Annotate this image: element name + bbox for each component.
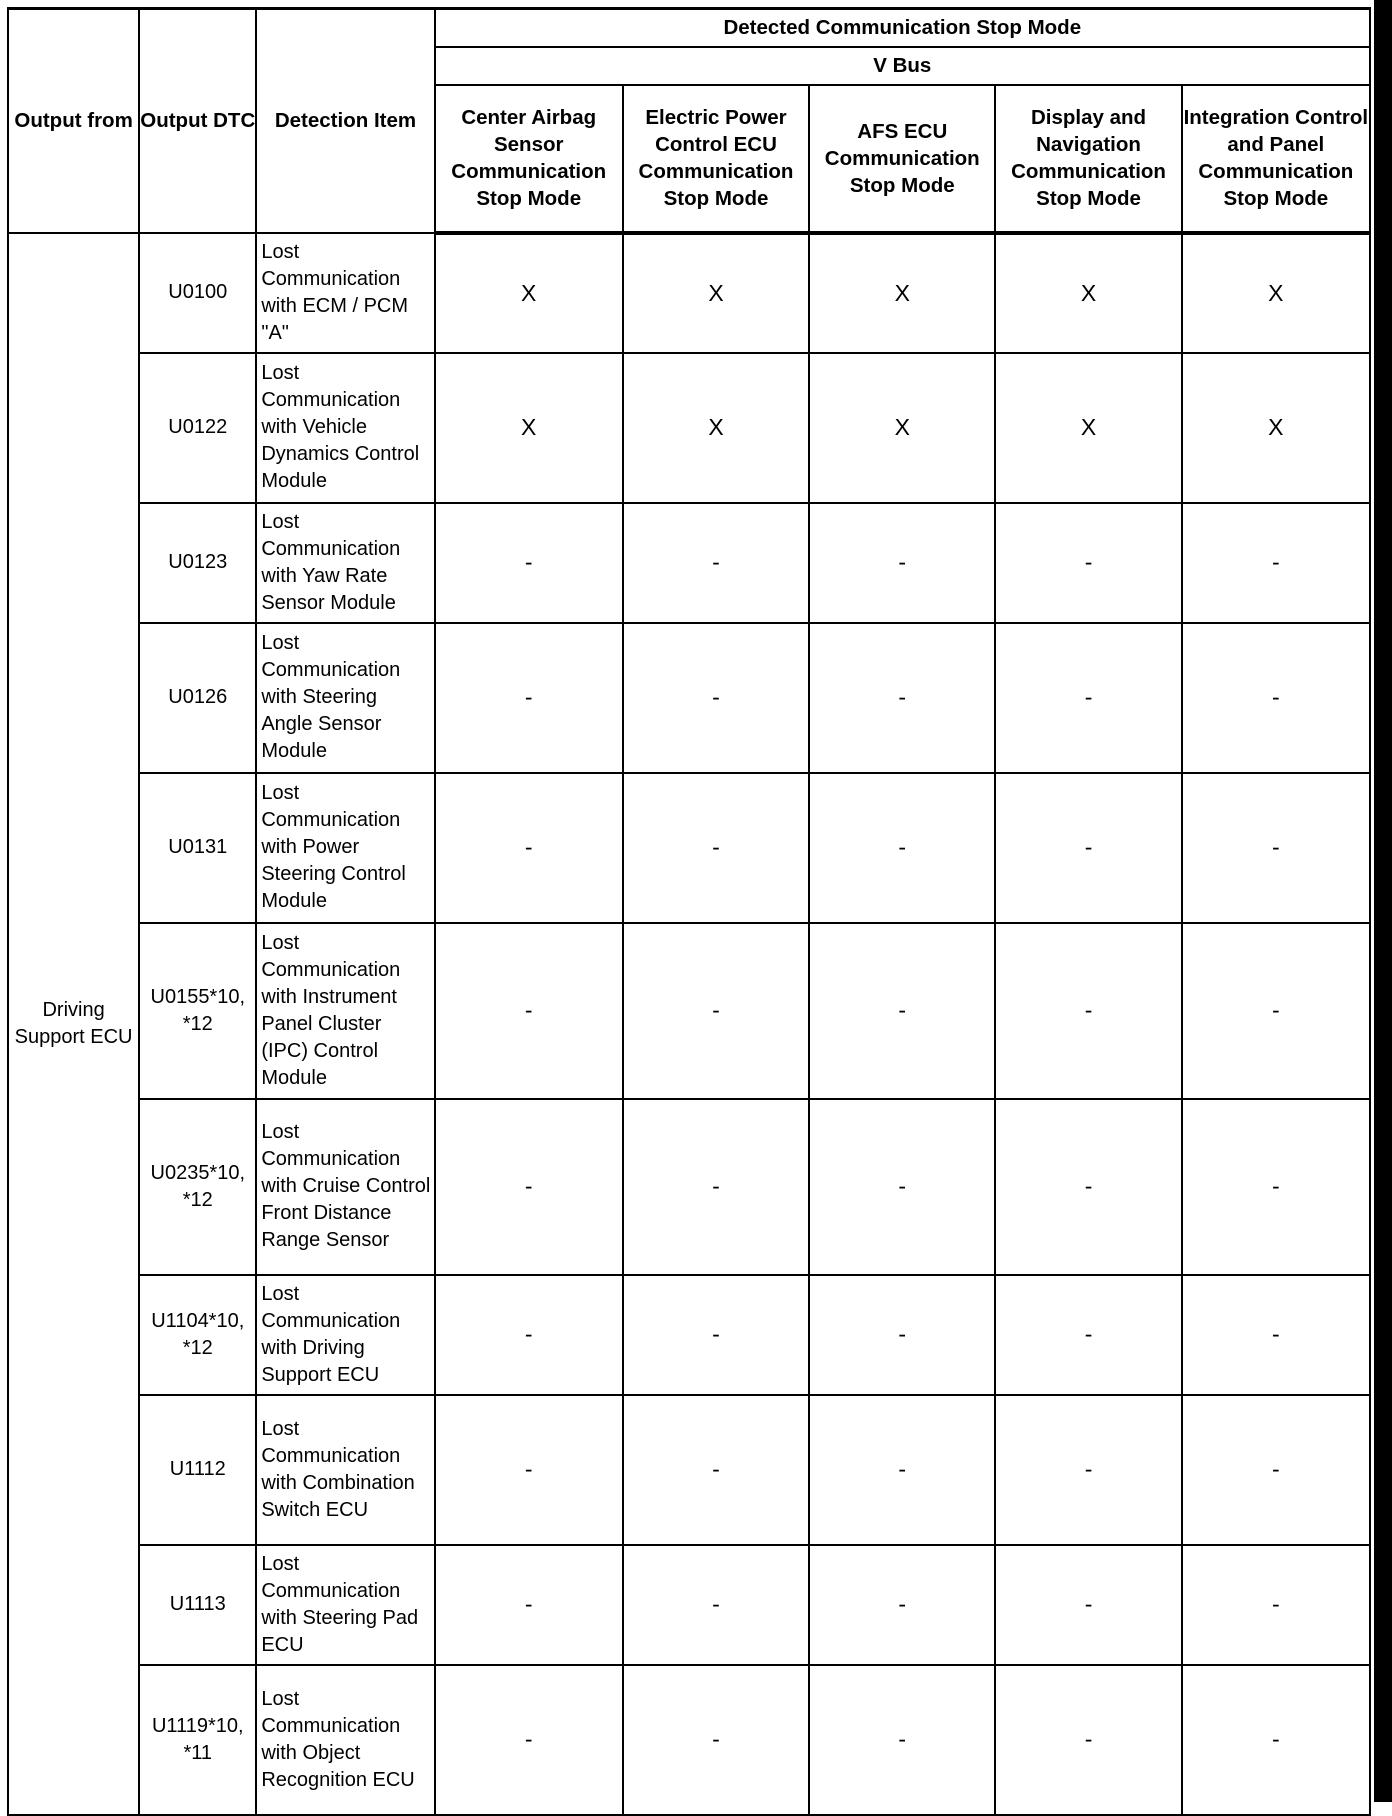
mark-display-navigation-cell: - bbox=[995, 503, 1181, 623]
mark-center-airbag-cell: - bbox=[435, 1395, 623, 1545]
communication-stop-mode-table bbox=[7, 7, 1371, 1816]
detection-item-cell: Lost Communication with Steering Angle Sensor Module bbox=[256, 623, 434, 773]
mark-electric-power-control-cell: - bbox=[623, 1275, 809, 1395]
mark-integration-control-panel-cell: - bbox=[1182, 1275, 1370, 1395]
dtc-cell: U1104*10, *12 bbox=[139, 1275, 256, 1395]
page-edge-bar bbox=[1374, 0, 1392, 1802]
mark-afs-ecu-cell: - bbox=[809, 623, 995, 773]
mark-afs-ecu-cell: - bbox=[809, 1395, 995, 1545]
mark-display-navigation-cell: - bbox=[995, 1275, 1181, 1395]
dtc-cell: U0100 bbox=[139, 233, 256, 353]
detection-item-cell: Lost Communication with Steering Pad ECU bbox=[256, 1545, 434, 1665]
mark-integration-control-panel-cell: - bbox=[1182, 923, 1370, 1099]
mark-center-airbag-cell: - bbox=[435, 773, 623, 923]
mark-center-airbag-cell: - bbox=[435, 1099, 623, 1275]
mark-center-airbag-cell: X bbox=[435, 353, 623, 503]
header-mode-afs-ecu: AFS ECU Communication Stop Mode bbox=[809, 85, 995, 233]
mark-display-navigation-cell: - bbox=[995, 923, 1181, 1099]
detection-item-cell: Lost Communication with Instrument Panel Cluster (IPC) Control Module bbox=[256, 923, 434, 1099]
mark-electric-power-control-cell: - bbox=[623, 923, 809, 1099]
mark-afs-ecu-cell: - bbox=[809, 923, 995, 1099]
detection-item-cell: Lost Communication with Driving Support ECU bbox=[256, 1275, 434, 1395]
mark-display-navigation-cell: - bbox=[995, 1099, 1181, 1275]
dtc-cell: U0122 bbox=[139, 353, 256, 503]
mark-display-navigation-cell: - bbox=[995, 623, 1181, 773]
header-mode-integration-control-panel: Integration Control and Panel Communication Stop Mode bbox=[1182, 85, 1370, 233]
header-output-dtc: Output DTC bbox=[139, 9, 256, 233]
detection-item-cell: Lost Communication with ECM / PCM "A" bbox=[256, 233, 434, 353]
mark-afs-ecu-cell: X bbox=[809, 233, 995, 353]
table-row bbox=[8, 353, 1370, 503]
mark-display-navigation-cell: - bbox=[995, 1545, 1181, 1665]
mark-electric-power-control-cell: - bbox=[623, 1099, 809, 1275]
header-v-bus: V Bus bbox=[435, 47, 1370, 85]
table-row bbox=[8, 1395, 1370, 1545]
mark-center-airbag-cell: - bbox=[435, 1665, 623, 1815]
mark-integration-control-panel-cell: - bbox=[1182, 503, 1370, 623]
table-row bbox=[8, 1545, 1370, 1665]
mark-electric-power-control-cell: X bbox=[623, 233, 809, 353]
table-row bbox=[8, 1275, 1370, 1395]
mark-afs-ecu-cell: - bbox=[809, 1099, 995, 1275]
mark-afs-ecu-cell: - bbox=[809, 1275, 995, 1395]
dtc-cell: U1119*10, *11 bbox=[139, 1665, 256, 1815]
dtc-cell: U0123 bbox=[139, 503, 256, 623]
mark-center-airbag-cell: - bbox=[435, 1275, 623, 1395]
mark-afs-ecu-cell: X bbox=[809, 353, 995, 503]
mark-electric-power-control-cell: - bbox=[623, 503, 809, 623]
mark-display-navigation-cell: - bbox=[995, 773, 1181, 923]
mark-electric-power-control-cell: X bbox=[623, 353, 809, 503]
mark-electric-power-control-cell: - bbox=[623, 1395, 809, 1545]
table-row bbox=[8, 773, 1370, 923]
detection-item-cell: Lost Communication with Object Recognition ECU bbox=[256, 1665, 434, 1815]
mark-display-navigation-cell: - bbox=[995, 1395, 1181, 1545]
table-row bbox=[8, 1099, 1370, 1275]
mark-afs-ecu-cell: - bbox=[809, 1665, 995, 1815]
mark-integration-control-panel-cell: X bbox=[1182, 353, 1370, 503]
table-row bbox=[8, 623, 1370, 773]
header-mode-electric-power-control: Electric Power Control ECU Communication Stop Mode bbox=[623, 85, 809, 233]
mark-integration-control-panel-cell: - bbox=[1182, 623, 1370, 773]
table-row bbox=[8, 923, 1370, 1099]
mark-electric-power-control-cell: - bbox=[623, 773, 809, 923]
table-row bbox=[8, 233, 1370, 353]
detection-item-cell: Lost Communication with Cruise Control Front Distance Range Sensor bbox=[256, 1099, 434, 1275]
header-mode-center-airbag: Center Airbag Sensor Communication Stop Mode bbox=[435, 85, 623, 233]
dtc-cell: U0131 bbox=[139, 773, 256, 923]
dtc-cell: U1113 bbox=[139, 1545, 256, 1665]
header-output-from: Output from bbox=[8, 9, 139, 233]
mark-afs-ecu-cell: - bbox=[809, 503, 995, 623]
mark-electric-power-control-cell: - bbox=[623, 1545, 809, 1665]
header-detected-communication-stop-mode: Detected Communication Stop Mode bbox=[435, 9, 1370, 47]
mark-integration-control-panel-cell: X bbox=[1182, 233, 1370, 353]
header-mode-display-navigation: Display and Navigation Communication Stop Mode bbox=[995, 85, 1181, 233]
mark-integration-control-panel-cell: - bbox=[1182, 1395, 1370, 1545]
dtc-cell: U0155*10, *12 bbox=[139, 923, 256, 1099]
mark-integration-control-panel-cell: - bbox=[1182, 773, 1370, 923]
dtc-cell: U0126 bbox=[139, 623, 256, 773]
mark-center-airbag-cell: - bbox=[435, 1545, 623, 1665]
mark-display-navigation-cell: - bbox=[995, 1665, 1181, 1815]
mark-afs-ecu-cell: - bbox=[809, 773, 995, 923]
output-from-cell: Driving Support ECU bbox=[8, 233, 139, 1815]
mark-center-airbag-cell: - bbox=[435, 623, 623, 773]
table-row bbox=[8, 1665, 1370, 1815]
table-body bbox=[8, 233, 1370, 1815]
mark-display-navigation-cell: X bbox=[995, 353, 1181, 503]
mark-integration-control-panel-cell: - bbox=[1182, 1099, 1370, 1275]
detection-item-cell: Lost Communication with Combination Switch ECU bbox=[256, 1395, 434, 1545]
detection-item-cell: Lost Communication with Vehicle Dynamics Control Module bbox=[256, 353, 434, 503]
mark-center-airbag-cell: - bbox=[435, 923, 623, 1099]
mark-electric-power-control-cell: - bbox=[623, 1665, 809, 1815]
communication-stop-mode-table-sheet bbox=[7, 7, 1371, 1816]
dtc-cell: U0235*10, *12 bbox=[139, 1099, 256, 1275]
mark-center-airbag-cell: - bbox=[435, 503, 623, 623]
mark-integration-control-panel-cell: - bbox=[1182, 1545, 1370, 1665]
detection-item-cell: Lost Communication with Power Steering Control Module bbox=[256, 773, 434, 923]
mark-display-navigation-cell: X bbox=[995, 233, 1181, 353]
mark-center-airbag-cell: X bbox=[435, 233, 623, 353]
header-detection-item: Detection Item bbox=[256, 9, 434, 233]
mark-afs-ecu-cell: - bbox=[809, 1545, 995, 1665]
detection-item-cell: Lost Communication with Yaw Rate Sensor Module bbox=[256, 503, 434, 623]
mark-integration-control-panel-cell: - bbox=[1182, 1665, 1370, 1815]
mark-electric-power-control-cell: - bbox=[623, 623, 809, 773]
table-row bbox=[8, 503, 1370, 623]
dtc-cell: U1112 bbox=[139, 1395, 256, 1545]
